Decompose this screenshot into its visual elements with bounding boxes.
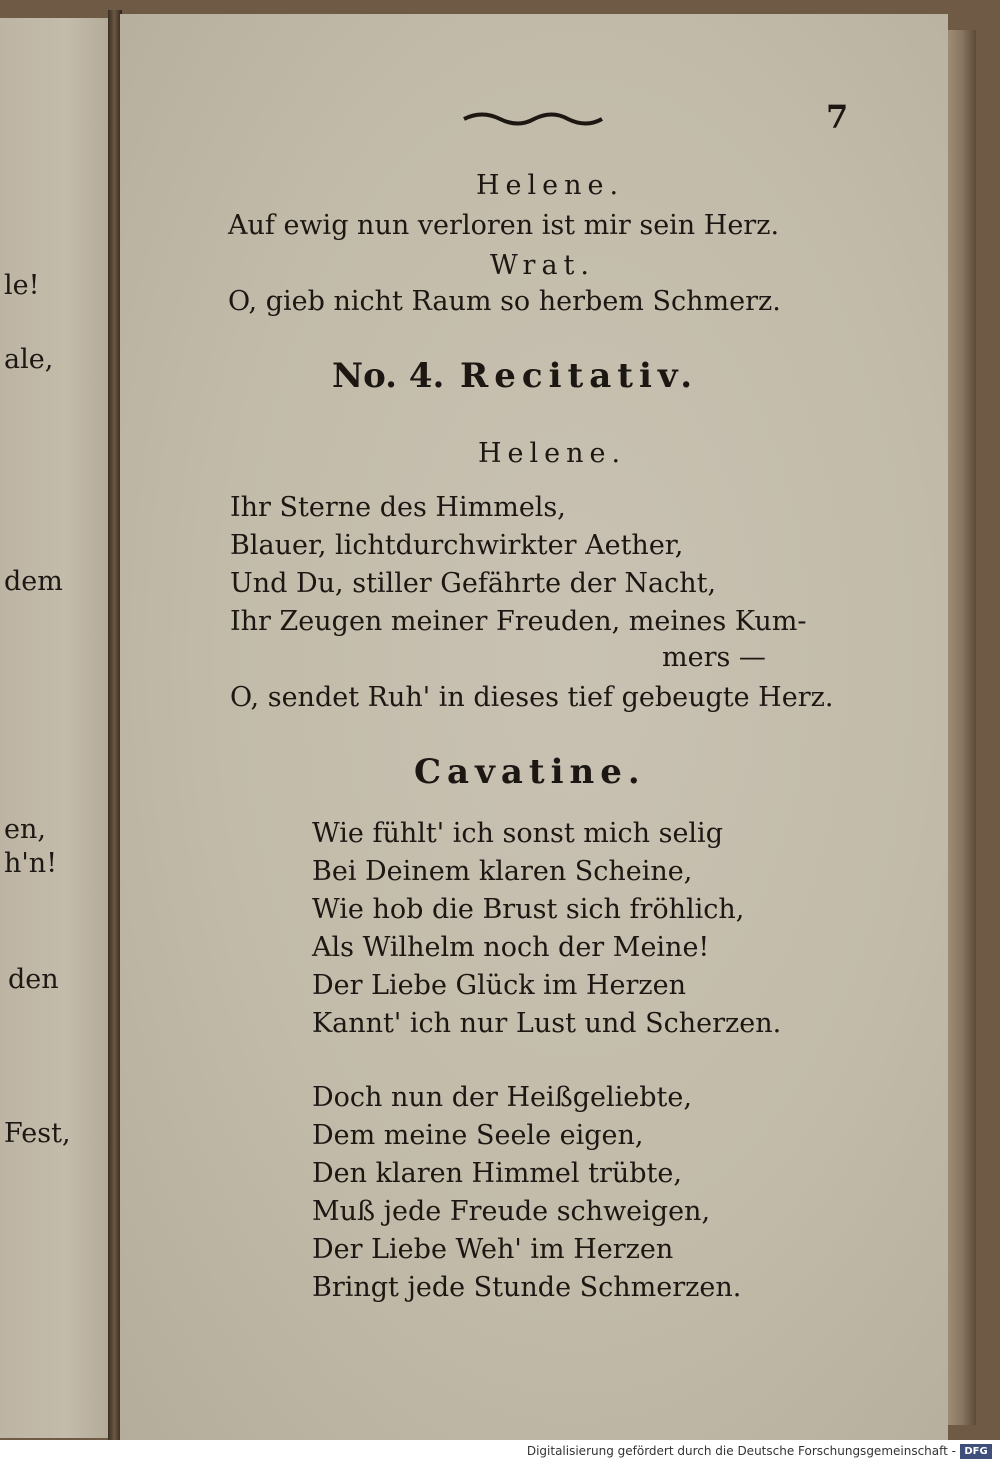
verse-line: Als Wilhelm noch der Meine! bbox=[312, 932, 710, 963]
speaker-name: Helene. bbox=[478, 438, 627, 469]
verse-line: O, sendet Ruh' in dieses tief gebeugte Herz. bbox=[230, 682, 834, 713]
left-page-fragment: h'n! bbox=[4, 848, 58, 879]
verse-line: Der Liebe Weh' im Herzen bbox=[312, 1234, 674, 1265]
ornament-rule-icon bbox=[462, 110, 604, 128]
dialogue-line: O, gieb nicht Raum so herbem Schmerz. bbox=[228, 286, 781, 317]
dfg-logo: DFG bbox=[960, 1444, 992, 1459]
left-page-fragment: en, bbox=[4, 814, 46, 845]
verse-line: Ihr Sterne des Himmels, bbox=[230, 492, 566, 523]
section-title: Recitativ. bbox=[460, 356, 699, 396]
verse-line: Muß jede Freude schweigen, bbox=[312, 1196, 711, 1227]
verse-line: Wie hob die Brust sich fröhlich, bbox=[312, 894, 745, 925]
funding-notice: Digitalisierung gefördert durch die Deutsche Forschungsgemeinschaft - bbox=[526, 1444, 956, 1458]
left-page-fragment: Fest, bbox=[4, 1118, 71, 1149]
verse-line: mers — bbox=[662, 642, 766, 673]
left-page-fragment: den bbox=[8, 964, 59, 995]
verse-line: Bringt jede Stunde Schmerzen. bbox=[312, 1272, 742, 1303]
left-page bbox=[0, 18, 110, 1438]
verse-line: Blauer, lichtdurchwirkter Aether, bbox=[230, 530, 684, 561]
speaker-name: Wrat. bbox=[490, 250, 595, 281]
page-edge bbox=[948, 30, 976, 1425]
section-title: Cavatine. bbox=[414, 752, 646, 792]
verse-line: Und Du, stiller Gefährte der Nacht, bbox=[230, 568, 717, 599]
footer-bar bbox=[0, 1440, 1000, 1464]
verse-line: Kannt' ich nur Lust und Scherzen. bbox=[312, 1008, 782, 1039]
speaker-name: Helene. bbox=[476, 170, 625, 201]
dialogue-line: Auf ewig nun verloren ist mir sein Herz. bbox=[228, 210, 780, 241]
verse-line: Doch nun der Heißgeliebte, bbox=[312, 1082, 692, 1113]
page-number: 7 bbox=[826, 98, 849, 136]
verse-line: Ihr Zeugen meiner Freuden, meines Kum- bbox=[230, 606, 807, 637]
verse-line: Den klaren Himmel trübte, bbox=[312, 1158, 682, 1189]
verse-line: Dem meine Seele eigen, bbox=[312, 1120, 644, 1151]
verse-line: Wie fühlt' ich sonst mich selig bbox=[312, 818, 723, 849]
verse-line: Bei Deinem klaren Scheine, bbox=[312, 856, 693, 887]
left-page-fragment: le! bbox=[4, 270, 40, 301]
verse-line: Der Liebe Glück im Herzen bbox=[312, 970, 687, 1001]
left-page-fragment: dem bbox=[4, 566, 63, 597]
main-page bbox=[120, 14, 948, 1440]
left-page-fragment: ale, bbox=[4, 344, 54, 375]
section-number: No. 4. bbox=[332, 356, 445, 396]
